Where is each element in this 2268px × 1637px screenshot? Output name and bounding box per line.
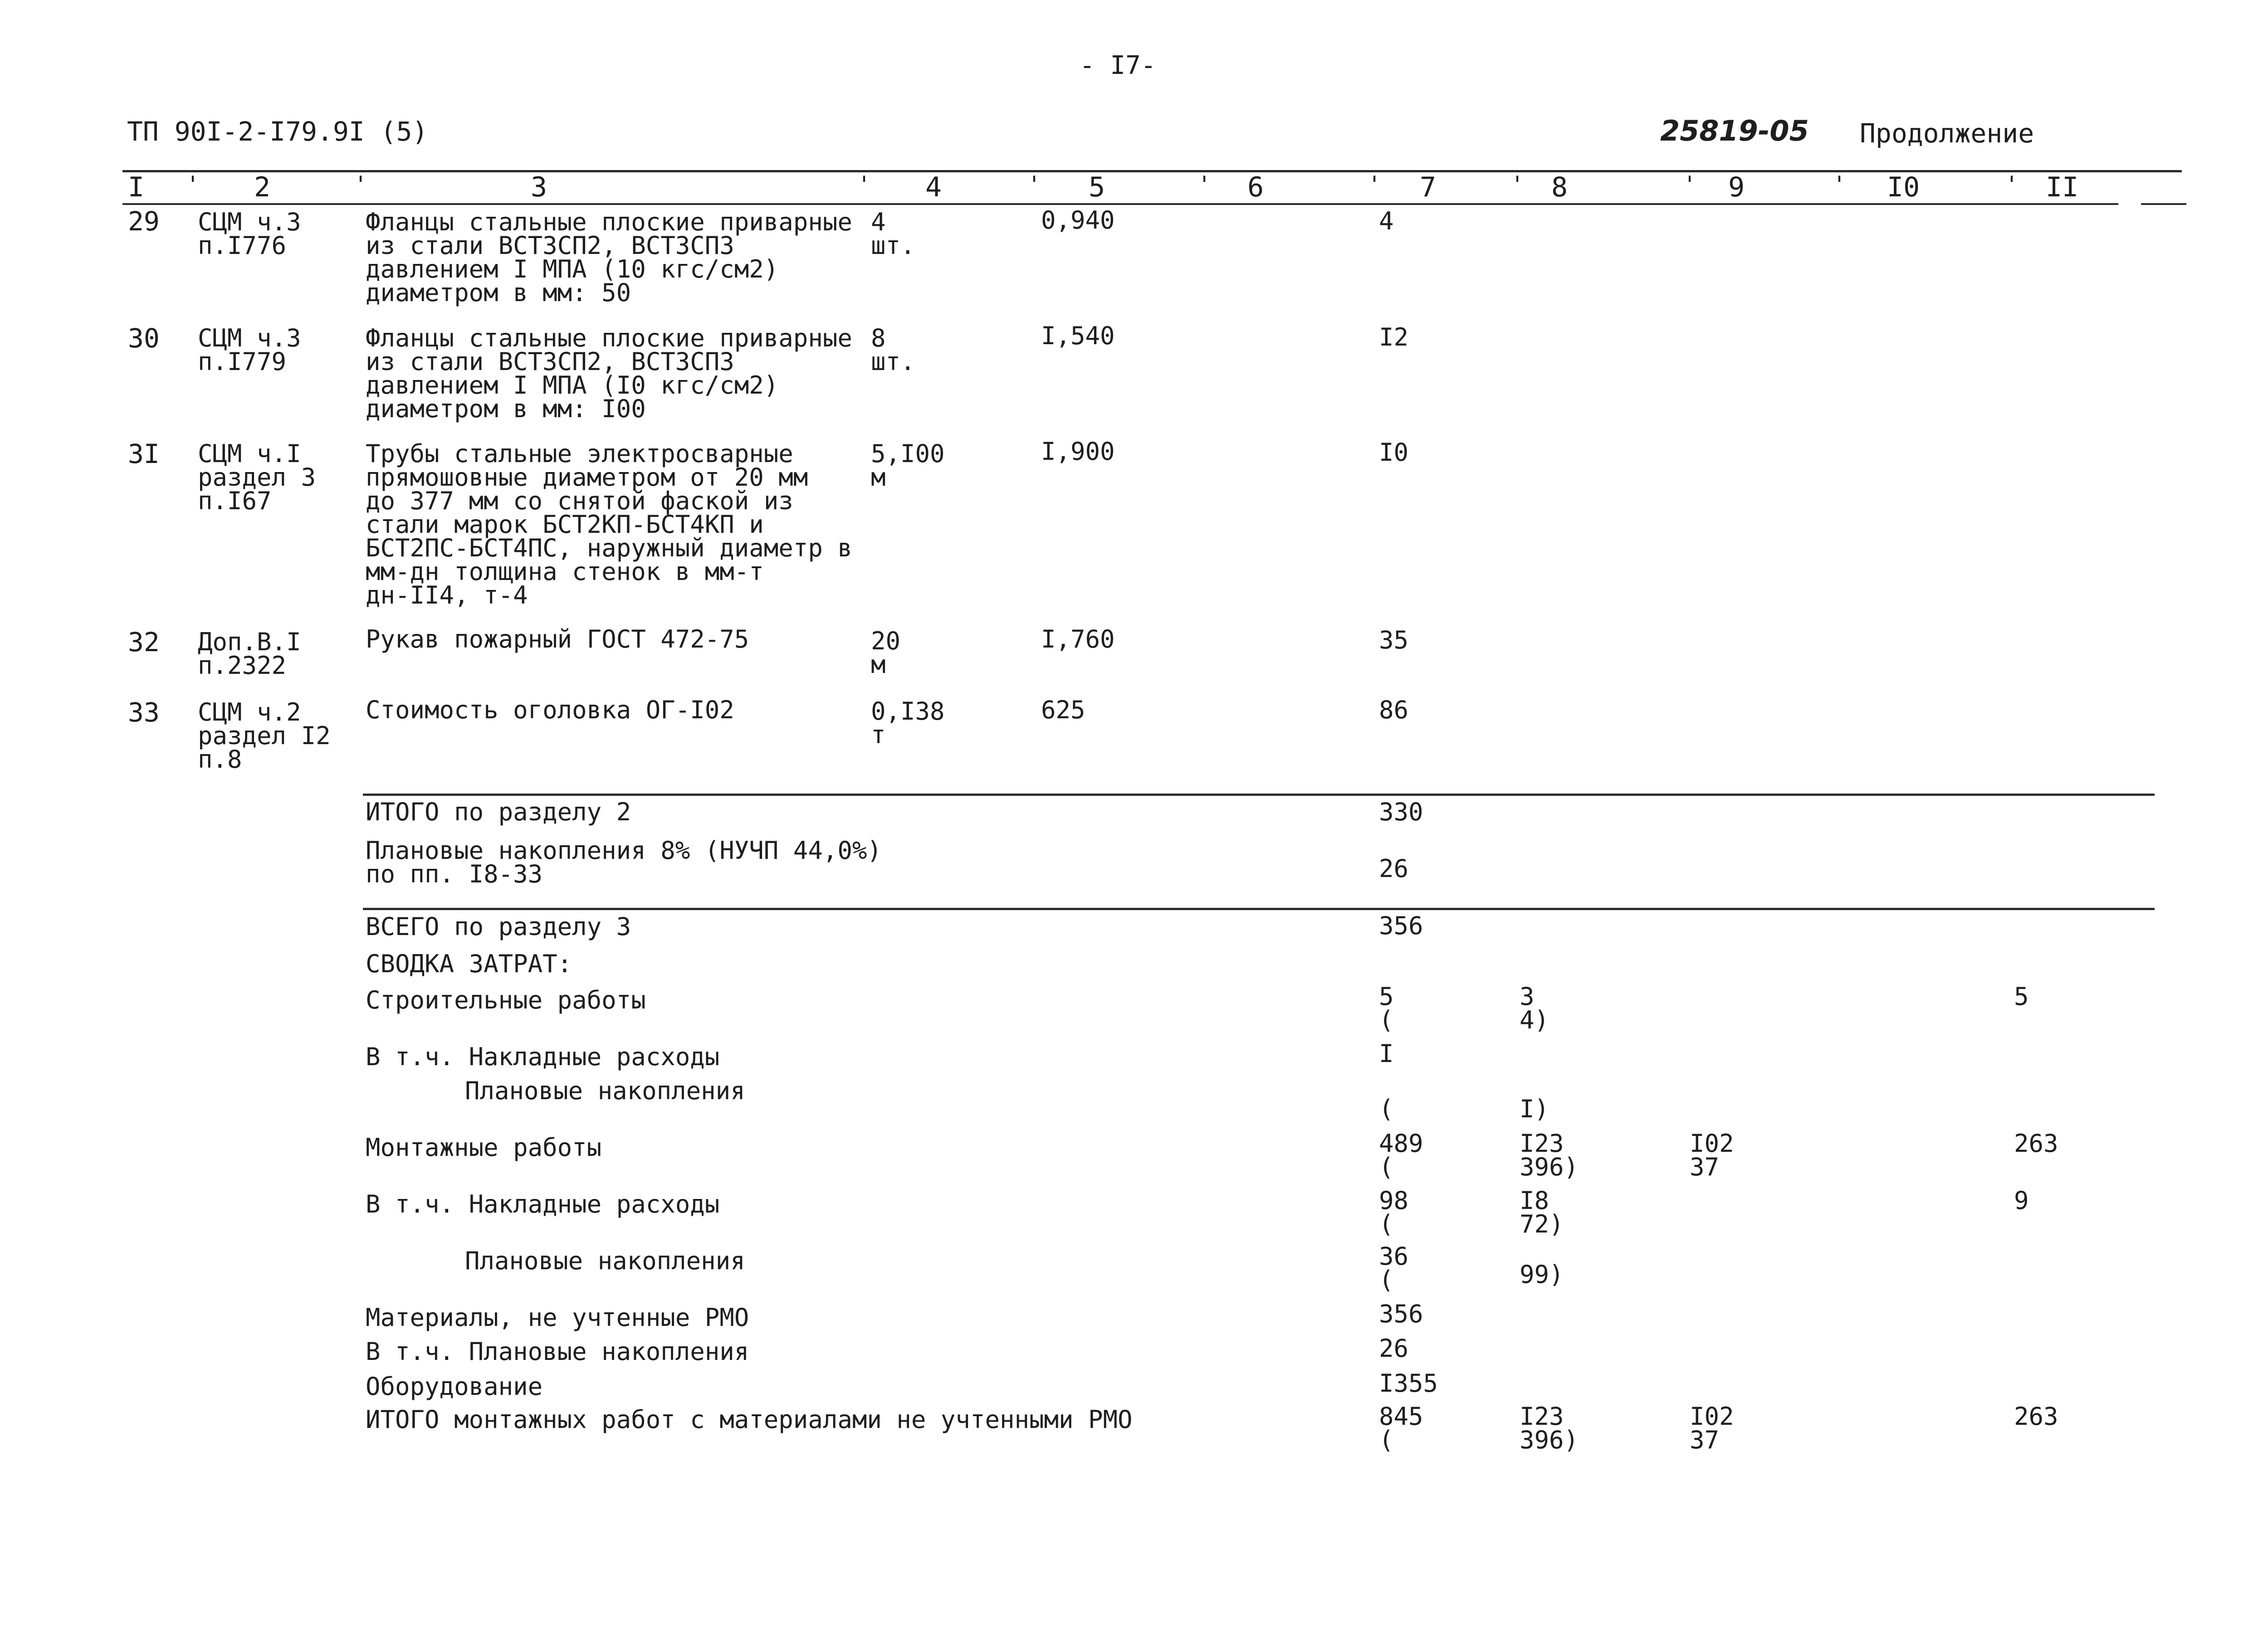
row-unit-price: I,900 xyxy=(1041,437,1115,466)
col-header-8: 8 xyxy=(1551,171,1568,203)
page-number: - I7- xyxy=(1080,51,1156,80)
summary-col7: 489 ( xyxy=(1379,1129,1423,1181)
svodka-label: СВОДКА ЗАТРАТ: xyxy=(366,950,572,978)
summary-col11: 263 xyxy=(2014,1402,2058,1431)
row-quantity: 5,I00 м xyxy=(871,439,945,492)
header-bottom-rule-tail xyxy=(2141,203,2186,205)
header-top-rule xyxy=(122,170,2182,172)
summary-col8: I) xyxy=(1520,1095,1549,1123)
row-unit-price: I,540 xyxy=(1041,322,1115,350)
summary-col7: 98 ( xyxy=(1379,1186,1409,1238)
col-header-7: 7 xyxy=(1420,171,1437,203)
summary-label: Плановые накопления xyxy=(465,1077,745,1105)
row-reference: СЦМ ч.I раздел 3 п.I67 xyxy=(198,439,316,515)
summary-label: Монтажные работы xyxy=(366,1133,602,1162)
row-total: I0 xyxy=(1379,438,1409,467)
col-separator: ' xyxy=(1683,171,1697,198)
summary-col7: I355 xyxy=(1379,1369,1438,1398)
summary-col7: 36 ( xyxy=(1379,1242,1409,1294)
summary-label: Оборудование xyxy=(366,1372,543,1401)
row-reference: СЦМ ч.3 п.I779 xyxy=(198,324,301,376)
row-description: Фланцы стальные плоские приварные из стали ВСТ3СП2, ВСТ3СП3 давлением I МПА (10 кгс/см2) диаметром в мм: 50 xyxy=(366,208,852,307)
col-header-2: 2 xyxy=(254,171,271,203)
col-header-11: II xyxy=(2046,171,2079,203)
row-number: 30 xyxy=(128,323,160,354)
summary-col9: I02 37 xyxy=(1690,1402,1734,1454)
vsego-value: 356 xyxy=(1379,911,1423,940)
header-bottom-rule xyxy=(122,203,2118,205)
row-total: 35 xyxy=(1379,626,1409,654)
row-total: 86 xyxy=(1379,696,1409,724)
row-reference: Доп.В.I п.2322 xyxy=(198,628,301,680)
row-total: I2 xyxy=(1379,323,1409,351)
summary-label: Строительные работы xyxy=(366,986,646,1014)
col-separator: ' xyxy=(354,171,368,198)
col-header-5: 5 xyxy=(1089,171,1105,203)
col-separator: ' xyxy=(1027,171,1041,198)
summary-label: В т.ч. Накладные расходы xyxy=(366,1043,720,1071)
summary-col8: I8 72) xyxy=(1520,1186,1564,1238)
summary-col8: 99) xyxy=(1520,1260,1564,1289)
row-reference: СЦМ ч.2 раздел I2 п.8 xyxy=(198,698,331,774)
row-quantity: 8 шт. xyxy=(871,324,915,376)
doc-code-main: ТП 90I-2-I79.9I xyxy=(127,116,365,147)
row-unit-price: 0,940 xyxy=(1041,206,1115,234)
row-description: Рукав пожарный ГОСТ 472-75 xyxy=(366,625,749,653)
row-number: 33 xyxy=(128,697,160,728)
row-description: Трубы стальные электросварные прямошовные диаметром от 20 мм до 377 мм со снятой фаской из стали марок БСТ2КП-БСТ4КП и БСТ2ПС-БСТ4ПС, наружный диаметр в мм-дн толщина стенок в мм-т дн-II4, т-4 xyxy=(366,439,852,609)
summary-col7: ( xyxy=(1379,1095,1394,1123)
col-header-1: I xyxy=(128,171,145,203)
summary-col9: I02 37 xyxy=(1690,1129,1734,1181)
col-separator: ' xyxy=(2005,171,2019,198)
row-unit-price: 625 xyxy=(1041,696,1085,724)
summary-col8: I23 396) xyxy=(1520,1402,1579,1454)
itogo-label: ИТОГО по разделу 2 xyxy=(366,798,631,826)
col-header-3: 3 xyxy=(531,171,547,203)
section-rule xyxy=(363,908,2155,910)
col-separator: ' xyxy=(1833,171,1847,198)
col-separator: ' xyxy=(857,171,871,198)
summary-col8: 3 4) xyxy=(1520,982,1549,1034)
summary-label: В т.ч. Плановые накопления xyxy=(366,1337,749,1366)
section-rule xyxy=(363,794,2155,796)
summary-col7: 5 ( xyxy=(1379,982,1394,1034)
itogo-value: 330 xyxy=(1379,798,1423,826)
continuation-label: Продолжение xyxy=(1860,118,2034,149)
summary-col11: 9 xyxy=(2014,1186,2029,1215)
summary-col7: 26 xyxy=(1379,1334,1409,1363)
doc-code xyxy=(127,116,428,147)
row-number: 32 xyxy=(128,627,160,658)
row-unit-price: I,760 xyxy=(1041,625,1115,653)
summary-col11: 263 xyxy=(2014,1129,2058,1158)
summary-label: Материалы, не учтенные РМО xyxy=(366,1303,749,1332)
col-header-9: 9 xyxy=(1728,171,1745,203)
col-separator: ' xyxy=(1368,171,1382,198)
row-quantity: 4 шт. xyxy=(871,208,915,260)
vsego-label: ВСЕГО по разделу 3 xyxy=(366,912,631,941)
row-quantity: 20 м xyxy=(871,627,901,679)
col-separator: ' xyxy=(186,171,200,198)
summary-col7: 356 xyxy=(1379,1300,1423,1328)
archive-stamp: 25819-05 xyxy=(1660,114,1809,147)
summary-col11: 5 xyxy=(2014,982,2029,1011)
summary-label: В т.ч. Накладные расходы xyxy=(366,1190,720,1218)
row-quantity: 0,I38 т xyxy=(871,697,945,749)
col-header-4: 4 xyxy=(925,171,942,203)
summary-label: ИТОГО монтажных работ с материалами не учтенными РМО xyxy=(366,1405,1133,1434)
col-separator: ' xyxy=(1510,171,1525,198)
col-separator: ' xyxy=(1198,171,1212,198)
row-number: 3I xyxy=(128,438,160,469)
row-number: 29 xyxy=(128,206,160,237)
col-header-10: I0 xyxy=(1887,171,1920,203)
row-total: 4 xyxy=(1379,207,1394,235)
nakopleniya-label: Плановые накопления 8% (НУЧП 44,0%) по пп. I8-33 xyxy=(366,836,882,888)
nakopleniya-value: 26 xyxy=(1379,854,1409,883)
summary-label: Плановые накопления xyxy=(465,1247,745,1275)
summary-col7: 845 ( xyxy=(1379,1402,1423,1454)
doc-code-suffix: (5) xyxy=(380,116,428,147)
col-header-6: 6 xyxy=(1247,171,1264,203)
row-reference: СЦМ ч.3 п.I776 xyxy=(198,208,301,260)
summary-col8: I23 396) xyxy=(1520,1129,1579,1181)
summary-col7: I xyxy=(1379,1039,1394,1068)
row-description: Фланцы стальные плоские приварные из стали ВСТ3СП2, ВСТ3СП3 давлением I МПА (I0 кгс/см2) диаметром в мм: I00 xyxy=(366,324,852,423)
row-description: Стоимость оголовка ОГ-I02 xyxy=(366,696,734,724)
